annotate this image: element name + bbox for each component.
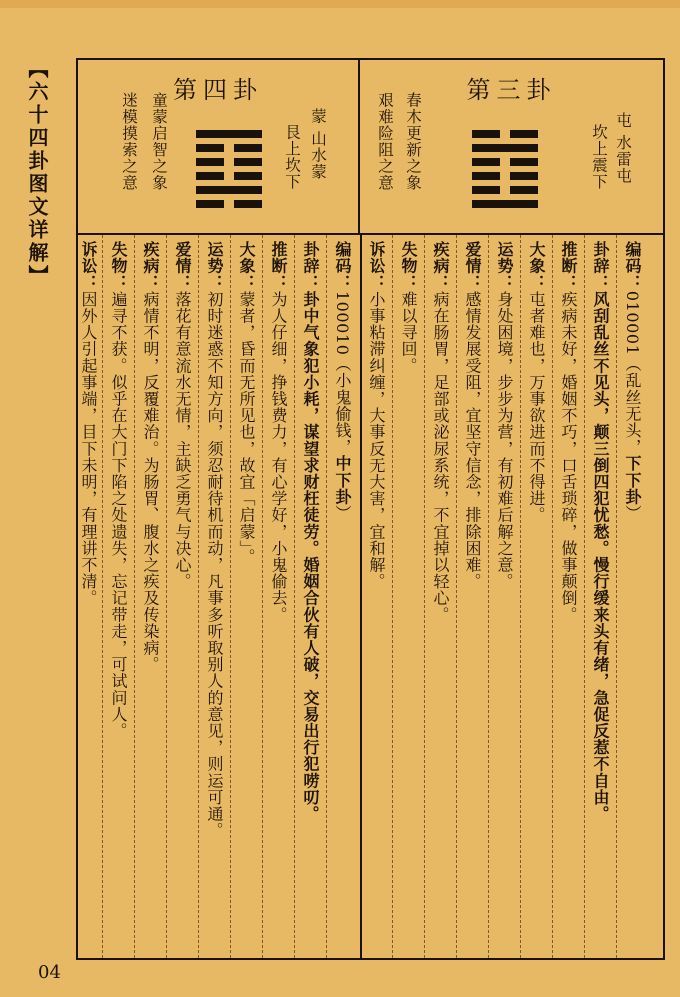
hexagram-line	[196, 186, 262, 194]
hexagram-3-name: 屯 水雷屯	[614, 112, 632, 184]
text-columns	[78, 235, 663, 958]
h4-aiqing-column	[166, 235, 198, 958]
header-divider	[358, 60, 360, 233]
h4-daxiang-column	[230, 235, 262, 958]
h3-guaci-column	[584, 235, 616, 958]
h4-susong-label: 诉讼：	[79, 241, 98, 291]
h3-daxiang-text: 屯者难也，万事欲进而不得进。	[527, 290, 546, 524]
h4-jibing-text: 病情不明，反覆难治。为肠胃、腹水之疾及传染病。	[141, 290, 160, 673]
hexagram-4-symbol	[196, 130, 262, 214]
hexagram-4-structure: 艮上坎下	[283, 124, 301, 190]
h4-tuiduan-label: 推断：	[269, 241, 288, 291]
hexagram-3-desc-2: 艰难险阻之意	[376, 92, 394, 191]
page-top-edge	[0, 0, 680, 8]
h3-code-label: 编码：	[623, 241, 642, 291]
h3-code-grade: 下下卦	[623, 455, 642, 505]
hexagram-line	[196, 144, 262, 152]
hexagram-line	[472, 158, 538, 166]
h4-code-label: 编码：	[333, 241, 352, 291]
h4-tuiduan-column	[262, 235, 294, 958]
hexagram-4-name: 蒙 山水蒙	[309, 108, 327, 180]
hexagram-4-desc-2: 迷模摸索之意	[120, 92, 138, 191]
h4-shiwu-column	[102, 235, 134, 958]
h4-guaci-text: 卦中气象犯小耗，谋望求财枉徒劳。婚姻合伙有人破，交易出行犯唠叨。	[301, 290, 320, 823]
h4-aiqing-label: 爱情：	[173, 241, 192, 291]
h3-code-column	[616, 235, 648, 958]
h3-susong-column	[360, 235, 392, 958]
h3-aiqing-label: 爱情：	[463, 241, 482, 291]
h4-jibing-column	[134, 235, 166, 958]
hexagram-3-title: 第三卦	[466, 76, 557, 104]
page-number: 04	[38, 962, 61, 983]
content-frame	[76, 58, 665, 960]
h3-aiqing-text: 感情发展受阻，宜坚守信念，排除困难。	[463, 290, 482, 590]
h3-guaci-label: 卦辞：	[591, 241, 610, 291]
h3-yunshi-text: 身处困境，步步为营，有初难后解之意。	[495, 290, 514, 590]
hexagram-3-header	[360, 60, 663, 233]
h3-yunshi-column	[488, 235, 520, 958]
h4-guaci-column	[294, 235, 326, 958]
h4-daxiang-text: 蒙者，昏而无所见也，故宜「启蒙」。	[237, 290, 256, 566]
h4-yunshi-text: 初时迷惑不知方向，须忍耐待机而动，凡事多听取别人的意见，则运可通。	[205, 290, 224, 839]
hexagram-3-symbol	[472, 130, 538, 214]
h3-guaci-text: 风刮乱丝不见头，颠三倒四犯忧愁。慢行缓来头有绪，急促反惹不自由。	[591, 290, 610, 823]
h3-jibing-label: 疾病：	[431, 241, 450, 291]
hexagram-line	[196, 130, 262, 138]
hexagram-line	[472, 144, 538, 152]
h4-yunshi-label: 运势：	[205, 241, 224, 291]
hexagram-line	[472, 172, 538, 180]
hexagram-3-desc-1: 春木更新之象	[404, 92, 422, 191]
h4-yunshi-column	[198, 235, 230, 958]
h4-susong-column	[72, 235, 104, 958]
hexagram-4-title: 第四卦	[173, 76, 263, 104]
h4-code-value: 100010（小鬼偷钱，	[333, 290, 352, 456]
h4-susong-text: 因外人引起事端，目下未明，有理讲不清。	[79, 290, 98, 607]
h3-shiwu-column	[392, 235, 424, 958]
h3-shiwu-label: 失物：	[399, 241, 418, 291]
hexagram-3-structure: 坎上震下	[590, 124, 608, 190]
h4-shiwu-label: 失物：	[109, 241, 128, 291]
hexagram-line	[472, 186, 538, 194]
h3-daxiang-label: 大象：	[527, 241, 546, 291]
h4-shiwu-text: 遍寻不获。似乎在大门下陷之处遗失，忘记带走，可试问人。	[109, 290, 128, 740]
h4-daxiang-label: 大象：	[237, 241, 256, 291]
h3-aiqing-column	[456, 235, 488, 958]
h3-jibing-column	[424, 235, 456, 958]
h4-code-end: ）	[333, 504, 352, 522]
h3-shiwu-text: 难以寻回。	[399, 290, 418, 374]
hexagram-line	[196, 200, 262, 208]
h3-code-end: ）	[623, 504, 642, 522]
h4-code-grade: 中下卦	[333, 455, 352, 505]
h3-yunshi-label: 运势：	[495, 241, 514, 291]
h3-tuiduan-column	[552, 235, 584, 958]
h4-code-column	[326, 235, 358, 958]
h4-guaci-label: 卦辞：	[301, 241, 320, 291]
h4-jibing-label: 疾病：	[141, 241, 160, 291]
h3-tuiduan-text: 疾病未好，婚姻不巧，口舌琐碎，做事颠倒。	[559, 290, 578, 623]
h4-aiqing-text: 落花有意流水无情，主缺乏勇气与决心。	[173, 290, 192, 590]
h3-jibing-text: 病在肠胃，足部或泌尿系统，不宜掉以轻心。	[431, 290, 450, 623]
h3-daxiang-column	[520, 235, 552, 958]
hexagram-line	[472, 130, 538, 138]
hexagram-line	[472, 200, 538, 208]
hexagram-4-desc-1: 童蒙启智之象	[150, 92, 168, 191]
h3-code-value: 010001（乱丝无头，	[623, 290, 642, 456]
hexagram-line	[196, 158, 262, 166]
hexagram-4-header	[78, 60, 358, 233]
side-book-title: 【六十四卦图文详解】	[25, 58, 49, 288]
h3-susong-text: 小事粘滞纠缠，大事反无大害，宜和解。	[367, 290, 386, 590]
hexagram-line	[196, 172, 262, 180]
h4-tuiduan-text: 为人仔细，挣钱费力，有心学好，小鬼偷去。	[269, 290, 288, 623]
h3-tuiduan-label: 推断：	[559, 241, 578, 291]
h3-susong-label: 诉讼：	[367, 241, 386, 291]
